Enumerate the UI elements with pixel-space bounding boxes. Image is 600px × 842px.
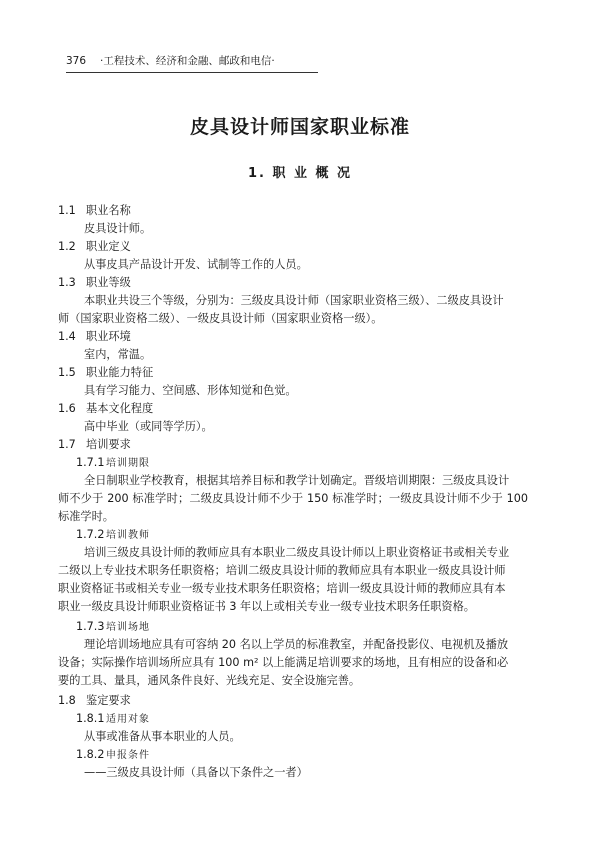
section-label: 适用对象 — [106, 714, 150, 725]
section-label: 职业环境 — [86, 330, 131, 343]
section-number: 1.6 — [58, 402, 76, 415]
running-title: ·工程技术、经济和金融、邮政和电信· — [100, 55, 275, 67]
section-1-1-text: 皮具设计师。 — [84, 222, 152, 235]
section-1-7-1-line-1: 全日制职业学校教育，根据其培养目标和教学计划确定。晋级培训期限：三级皮具设计 — [84, 474, 510, 487]
section-label: 职业能力特征 — [86, 366, 154, 379]
page-number: 376 — [66, 55, 87, 67]
section-1-5-text: 具有学习能力、空间感、形体知觉和色觉。 — [84, 384, 297, 397]
section-1-8-1-heading — [76, 711, 150, 728]
section-label: 职业等级 — [86, 276, 131, 289]
section-1-7-2-heading — [76, 527, 150, 544]
section-1-4-text: 室内，常温。 — [84, 348, 152, 361]
section-1-1-heading — [58, 203, 131, 219]
section-1-7-1-heading — [76, 455, 150, 472]
section-label: 培训要求 — [86, 438, 131, 451]
section-1-7-2-line-3: 职业资格证书或相关专业一级专业技术职务任职资格；培训一级皮具设计师的教师应具有本 — [58, 582, 506, 595]
section-number: 1.7.1 — [76, 456, 105, 469]
section-label: 职业定义 — [86, 240, 131, 253]
section-1-7-3-line-1: 理论培训场地应具有可容纳 20 名以上学员的标准教室，并配备投影仪、电视机及播放 — [84, 638, 509, 651]
section-1-3-heading — [58, 275, 131, 291]
section-1-7-2-line-4: 职业一级皮具设计师职业资格证书 3 年以上或相关专业一级专业技术职务任职资格。 — [58, 600, 475, 613]
section-1-7-3-line-3: 要的工具、量具，通风条件良好、光线充足、安全设施完善。 — [58, 674, 361, 687]
section-number: 1.8 — [58, 694, 76, 707]
section-1-7-3-line-2: 设备；实际操作培训场所应具有 100 m² 以上能满足培训要求的场地，且有相应的设备和必 — [58, 656, 509, 669]
section-1-7-2-line-2: 二级以上专业技术职务任职资格；培训二级皮具设计师的教师应具有本职业一级皮具设计师 — [58, 564, 506, 577]
section-1-7-heading — [58, 437, 131, 453]
section-1-6-heading — [58, 401, 153, 417]
section-1-5-heading — [58, 365, 153, 381]
section-number: 1.5 — [58, 366, 76, 379]
section-1-8-heading — [58, 693, 131, 709]
section-number: 1.2 — [58, 240, 76, 253]
section-1-8-1-text: 从事或准备从事本职业的人员。 — [84, 730, 241, 743]
section-label: 培训教师 — [106, 530, 150, 541]
section-number: 1.7 — [58, 438, 76, 451]
section-number: 1.1 — [58, 204, 76, 217]
section-label: 培训场地 — [106, 622, 150, 633]
chapter-heading: 1. 职 业 概 况 — [247, 166, 353, 181]
section-number: 1.8.2 — [76, 748, 105, 761]
document-title: 皮具设计师国家职业标准 — [189, 116, 410, 138]
section-1-8-2-heading — [76, 747, 150, 764]
section-number: 1.8.1 — [76, 712, 105, 725]
section-number: 1.7.3 — [76, 620, 105, 633]
section-1-3-line-2: 师（国家职业资格二级）、一级皮具设计师（国家职业资格一级）。 — [58, 312, 383, 325]
running-header — [66, 52, 318, 73]
section-number: 1.7.2 — [76, 528, 105, 541]
section-label: 职业名称 — [86, 204, 131, 217]
section-number: 1.3 — [58, 276, 76, 289]
section-label: 培训期限 — [106, 458, 150, 469]
section-1-7-1-line-2: 师不少于 200 标准学时；二级皮具设计师不少于 150 标准学时；一级皮具设计师不少于 100 — [58, 492, 528, 505]
section-1-7-2-line-1: 培训三级皮具设计师的教师应具有本职业二级皮具设计师以上职业资格证书或相关专业 — [84, 546, 510, 559]
section-1-6-text: 高中毕业（或同等学历）。 — [84, 420, 213, 433]
section-label: 鉴定要求 — [86, 694, 131, 707]
section-1-7-3-heading — [76, 619, 150, 636]
section-1-2-text: 从事皮具产品设计开发、试制等工作的人员。 — [84, 258, 308, 271]
section-label: 申报条件 — [106, 750, 150, 761]
section-1-4-heading — [58, 329, 131, 345]
section-1-7-1-line-3: 标准学时。 — [58, 510, 114, 523]
section-label: 基本文化程度 — [86, 402, 154, 415]
section-1-3-line-1: 本职业共设三个等级，分别为：三级皮具设计师（国家职业资格三级）、二级皮具设计 — [84, 294, 504, 307]
section-1-2-heading — [58, 239, 131, 255]
section-1-8-2-text: ——三级皮具设计师（具备以下条件之一者） — [84, 766, 308, 779]
section-number: 1.4 — [58, 330, 76, 343]
